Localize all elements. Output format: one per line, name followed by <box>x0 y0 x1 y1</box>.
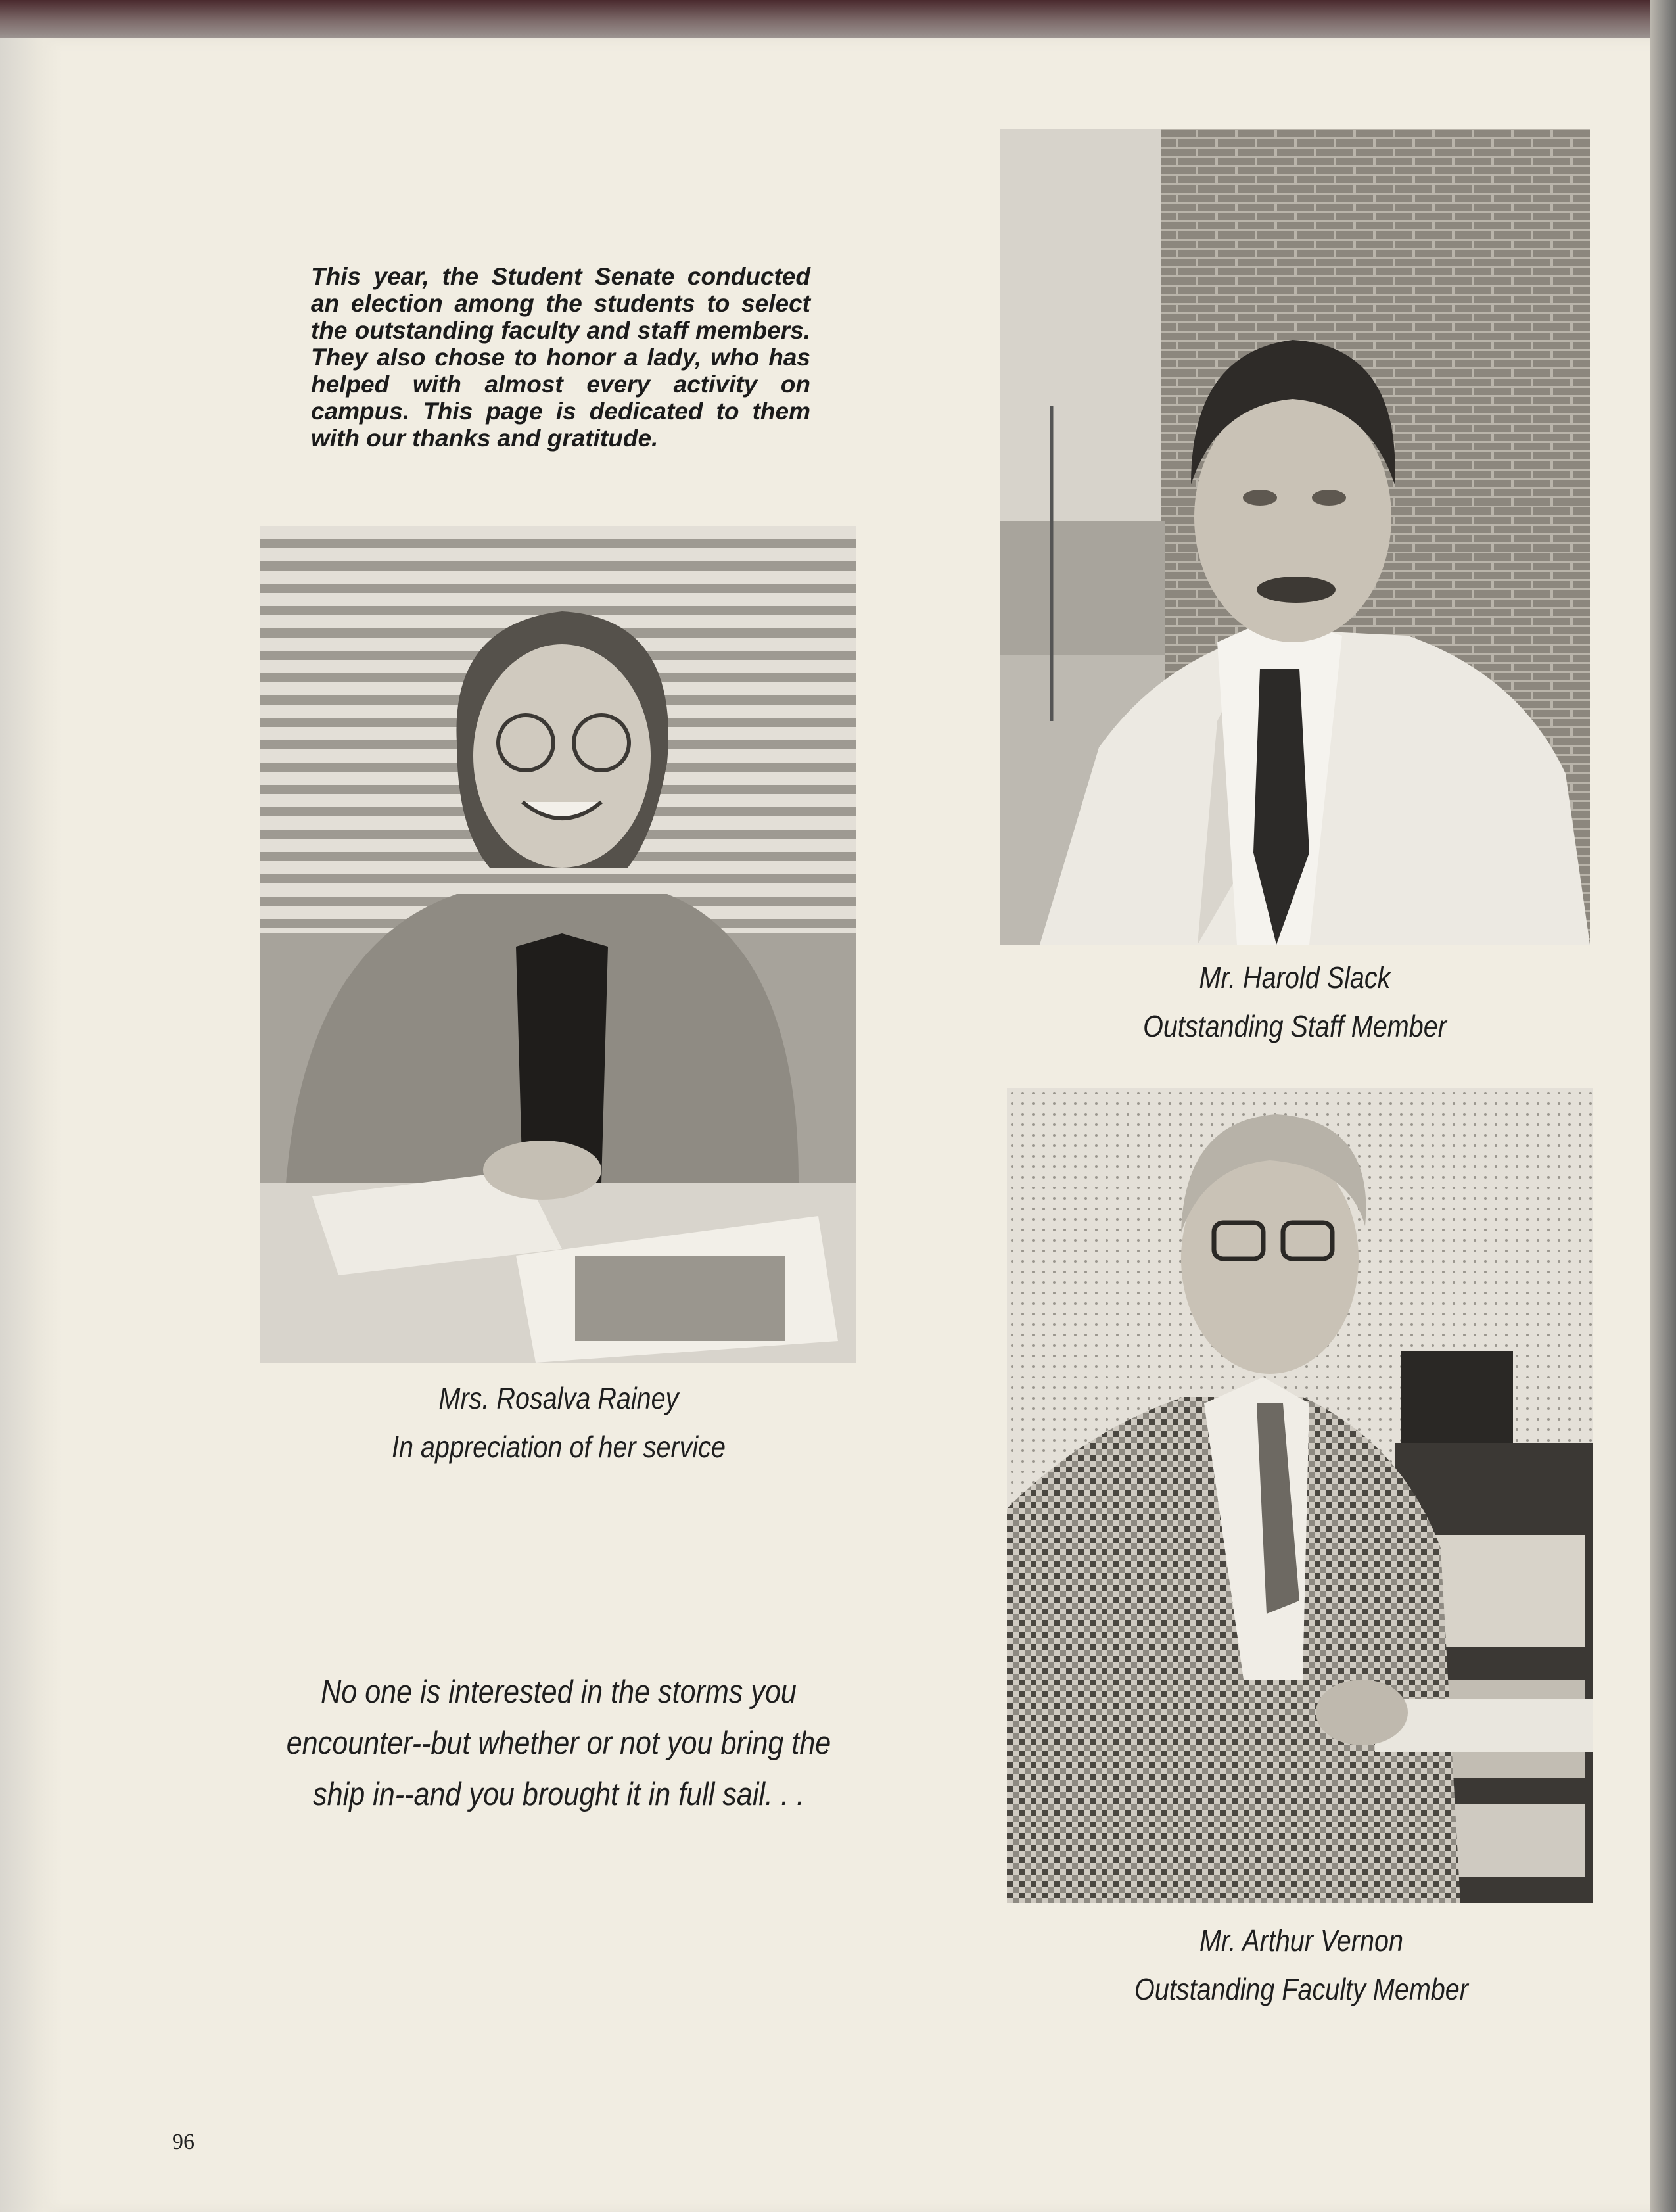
honoree-name: Mr. Arthur Vernon <box>1199 1923 1403 1958</box>
honoree-title: Outstanding Faculty Member <box>1134 1972 1468 2006</box>
caption-rosalva-rainey <box>315 1374 802 1471</box>
honoree-title: Outstanding Staff Member <box>1143 1009 1447 1043</box>
portrait-illustration <box>1007 1088 1593 1903</box>
photo-rosalva-rainey <box>260 526 856 1363</box>
page-binding <box>0 38 62 2212</box>
tribute-quote <box>281 1666 837 1820</box>
honoree-name: Mr. Harold Slack <box>1199 960 1391 995</box>
photo-harold-slack <box>1000 129 1590 945</box>
quote-line: encounter--but whether or not you bring the <box>286 1726 831 1761</box>
caption-harold-slack <box>1040 953 1549 1050</box>
page-number: 96 <box>172 2130 195 2154</box>
portrait-illustration <box>260 526 856 1363</box>
page-edge <box>1650 0 1676 2212</box>
photo-arthur-vernon <box>1007 1088 1593 1903</box>
honoree-title: In appreciation of her service <box>392 1430 726 1464</box>
quote-line: ship in--and you brought it in full sail. . . <box>313 1777 804 1812</box>
honoree-name: Mrs. Rosalva Rainey <box>438 1381 679 1415</box>
intro-paragraph: This year, the Student Senate conducted an election among the students to select the outstanding faculty and staff members. They also chose to honor a lady, who has helped with almost every activity on campus. This page is dedicated to them with our thanks and gratitude. <box>311 263 810 452</box>
quote-line: No one is interested in the storms you <box>321 1674 797 1710</box>
caption-arthur-vernon <box>1047 1916 1556 2013</box>
portrait-illustration <box>1000 129 1590 945</box>
